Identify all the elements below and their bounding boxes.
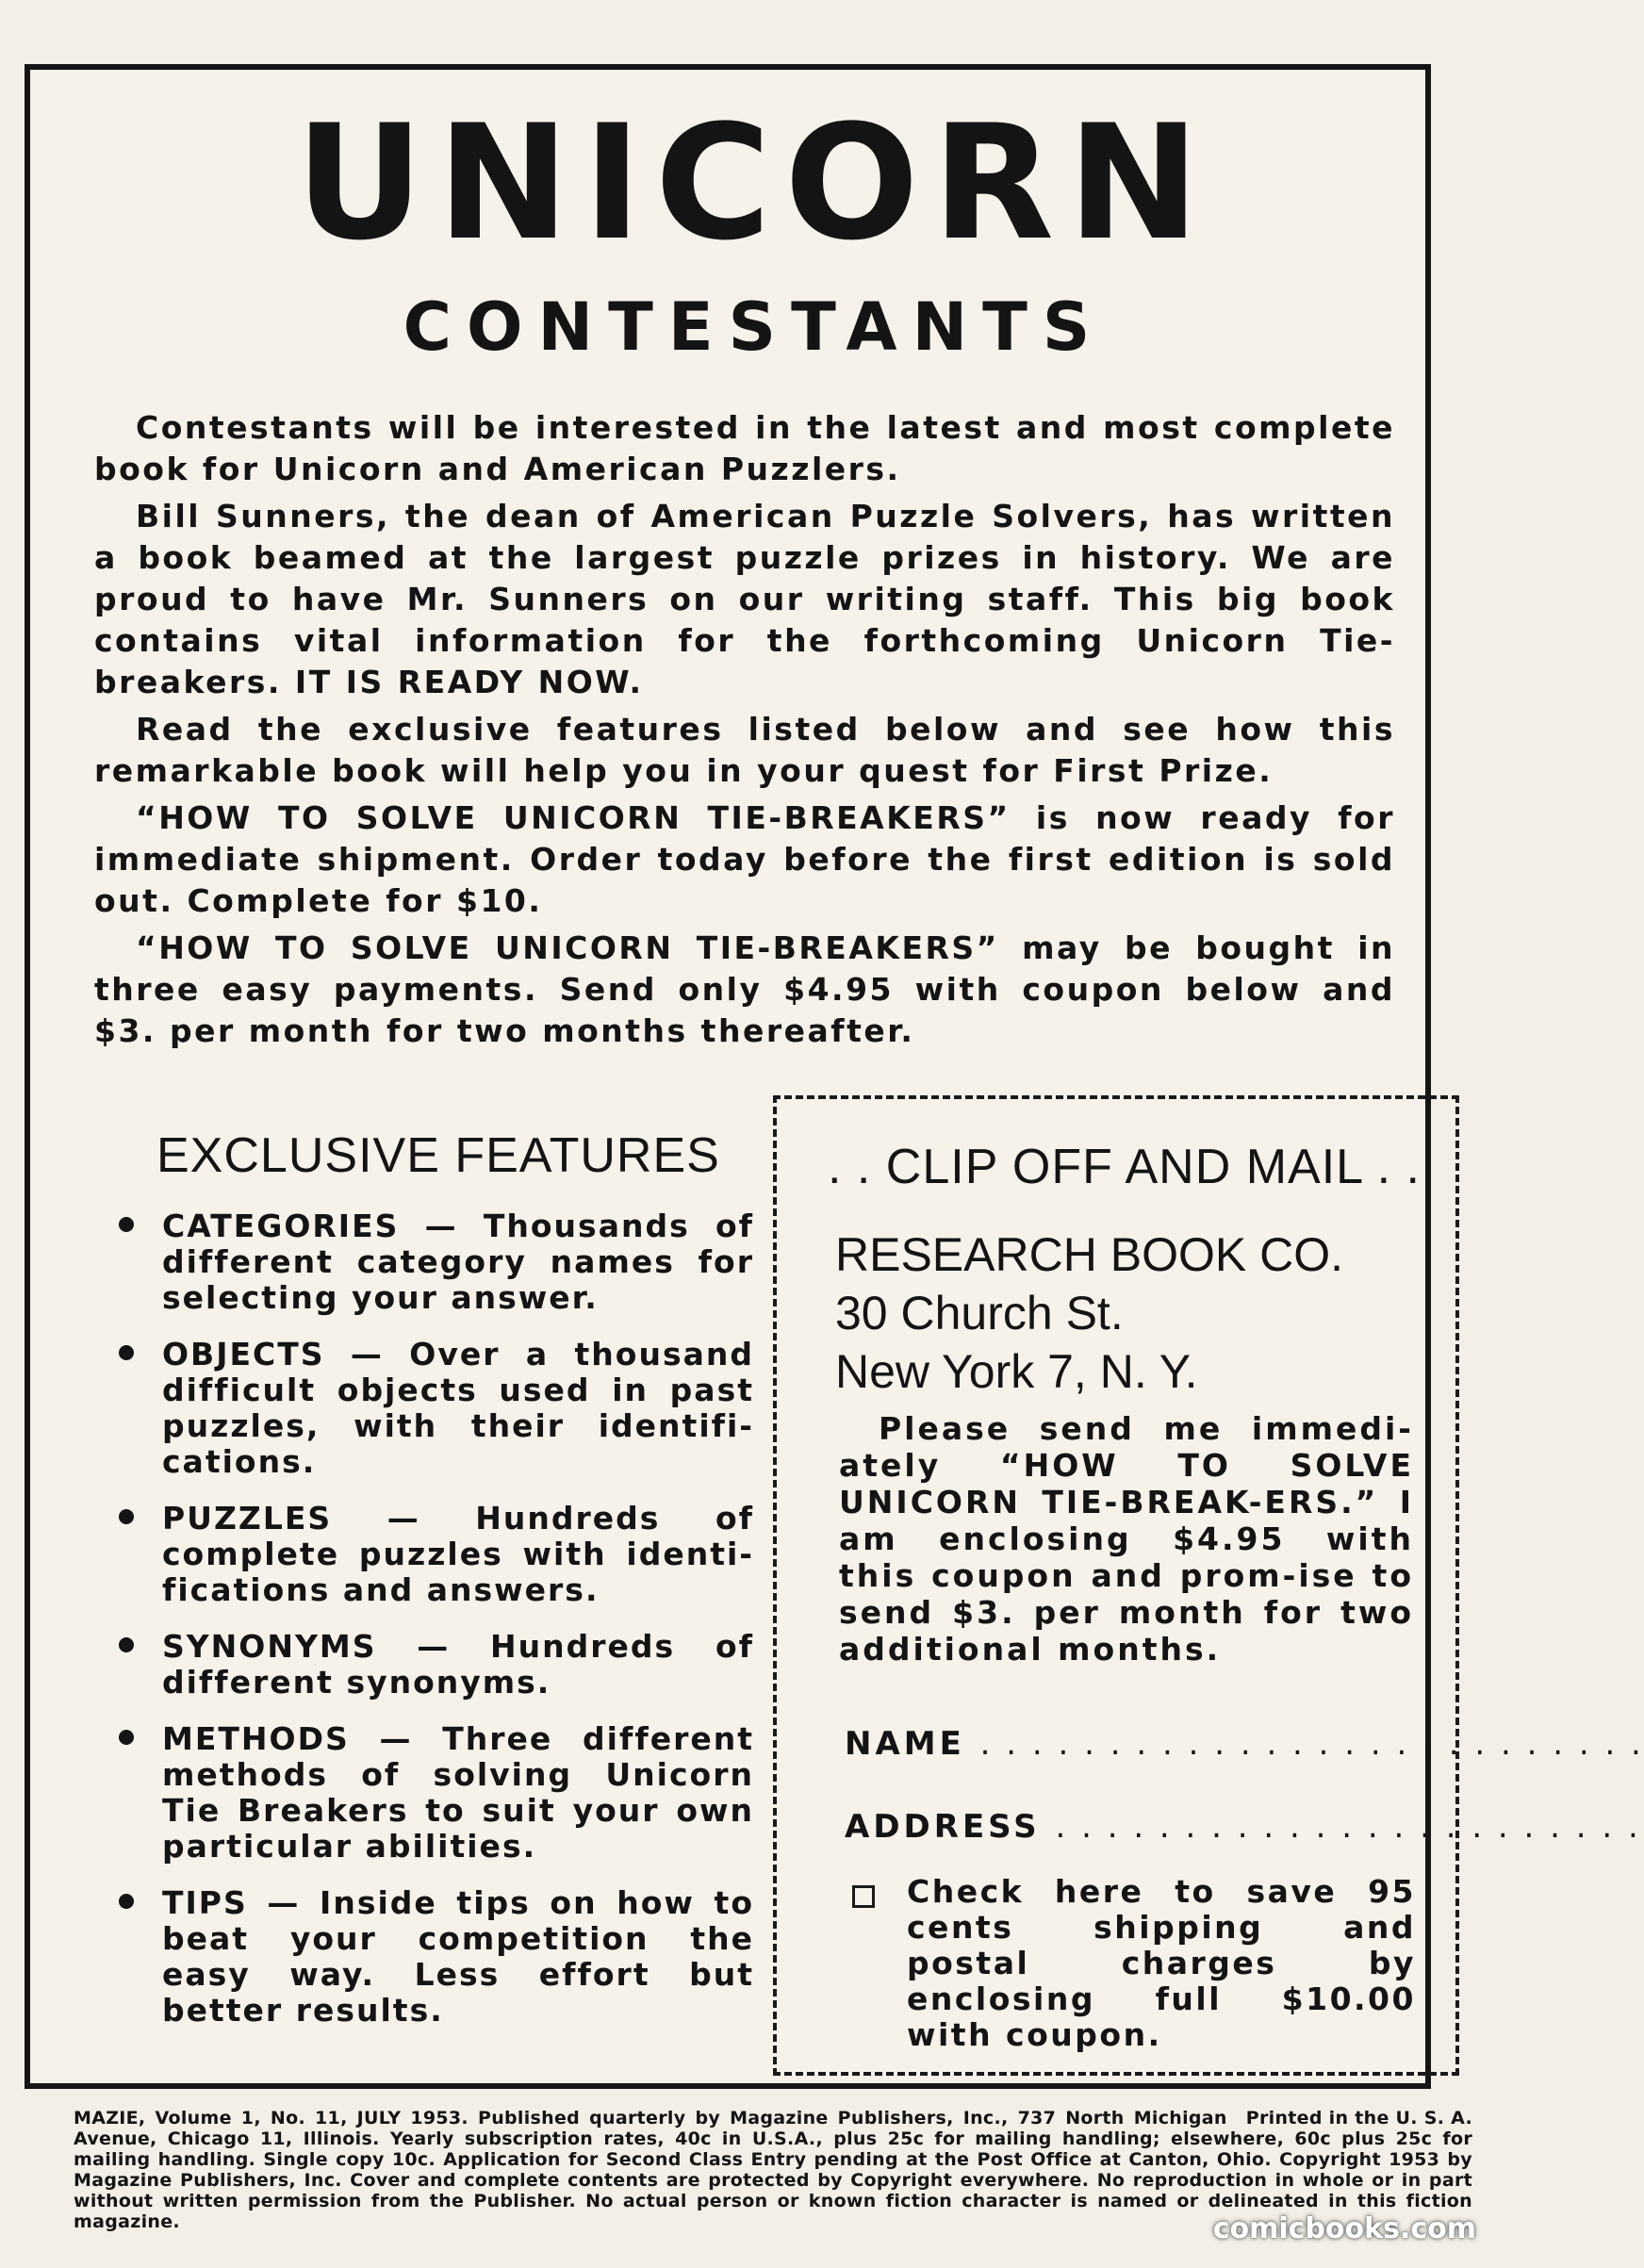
address-fill-line: . . . . . . . . . . . . . . . . . . . . . . . [1055,1808,1641,1846]
feature-item [113,1337,754,1480]
feature-item [113,1721,754,1865]
mailing-address [835,1225,1343,1401]
bullet-icon [119,1894,134,1909]
bullet-icon [119,1637,134,1652]
address-label: ADDRESS [845,1808,1041,1846]
printed-in-label: Printed in the U. S. A. [1245,2108,1472,2128]
bullet-icon [119,1730,134,1745]
feature-text: OBJECTS — Over a thousand difficult objects used in past puzzles, with their identifi-cations. [162,1336,754,1480]
intro-paragraph: “HOW TO SOLVE UNICORN TIE-BREAKERS” may be bought in three easy payments. Send only $4.95 with coupon below and $3. per month for two months thereafter. [94,929,1395,1049]
feature-item [113,1885,754,2029]
name-field[interactable] [845,1725,1644,1763]
name-label: NAME [845,1725,965,1763]
feature-item [113,1208,754,1316]
city-address: New York 7, N. Y. [835,1345,1198,1398]
intro-text [94,407,1395,1058]
intro-paragraph: Read the exclusive features listed below and see how this remarkable book will help you in your quest for First Prize. [94,711,1395,789]
company-name: RESEARCH BOOK CO. [835,1228,1343,1281]
legal-text: MAZIE, Volume 1, No. 11, JULY 1953. Published quarterly by Magazine Publishers, Inc., 737 North Michigan Avenue, Chicago 11, Illinois. Yearly subscription rates, 40c in U.S.A., plus 25c for mailing handling; elsewhere, 60c plus 25c for mailing handling. Single copy 10c. Application for Second Class Entry pending at the Post Office at Canton, Ohio. Copyright 1953 by Magazine Publishers, Inc. Cover and complete contents are protected by Copyright everywhere. No reproduction in whole or in part without written permission from the Publisher. No actual person or known fiction character is named or delineated in this fiction magazine. [74,2108,1472,2232]
feature-text: METHODS — Three different methods of solving Unicorn Tie Breakers to suit your own particular abilities. [162,1720,754,1865]
site-watermark: comicbooks.com [1212,2212,1476,2245]
features-heading: EXCLUSIVE FEATURES [156,1128,720,1183]
checkbox-label: Check here to save 95 cents shipping and postal charges by enclosing full $10.00 with coupon. [907,1873,1416,2053]
ad-subtitle: CONTESTANTS [403,288,1106,366]
feature-text: CATEGORIES — Thousands of different category names for selecting your answer. [162,1208,754,1316]
intro-paragraph: Bill Sunners, the dean of American Puzzle Solvers, has written a book beamed at the largest puzzle prizes in history. We are proud to have Mr. Sunners on our writing staff. This big book contains vital information for the forthcoming Unicorn Tie-breakers. IT IS READY NOW. [94,498,1395,700]
features-list [113,1208,754,2049]
feature-text: TIPS — Inside tips on how to beat your competition the easy way. Less effort but better results. [162,1884,754,2029]
intro-paragraph: “HOW TO SOLVE UNICORN TIE-BREAKERS” is now ready for immediate shipment. Order today before the first edition is sold out. Complete for $10. [94,799,1395,919]
clip-label: . . CLIP OFF AND MAIL . . [828,1140,1421,1194]
bullet-icon [119,1509,134,1524]
feature-text: SYNONYMS — Hundreds of different synonyms. [162,1628,754,1701]
bullet-icon [119,1345,134,1360]
ad-title: UNICORN [295,90,1213,275]
feature-item [113,1501,754,1608]
address-field[interactable] [845,1808,1641,1846]
shipping-checkbox[interactable] [852,1885,875,1908]
order-text: Please send me immedi-ately “HOW TO SOLVE UNICORN TIE-BREAK-ERS.” I am enclosing $4.95 with this coupon and prom-ise to send $3. per month for two additional months. [839,1410,1414,1668]
feature-item [113,1629,754,1701]
name-fill-line: . . . . . . . . . . . . . . . . . . . . . . . . . . [979,1725,1644,1763]
intro-paragraph: Contestants will be interested in the latest and most complete book for Unicorn and American Puzzlers. [94,409,1395,487]
bullet-icon [119,1217,134,1232]
street-address: 30 Church St. [835,1287,1124,1339]
feature-text: PUZZLES — Hundreds of complete puzzles with identi-fications and answers. [162,1500,754,1608]
